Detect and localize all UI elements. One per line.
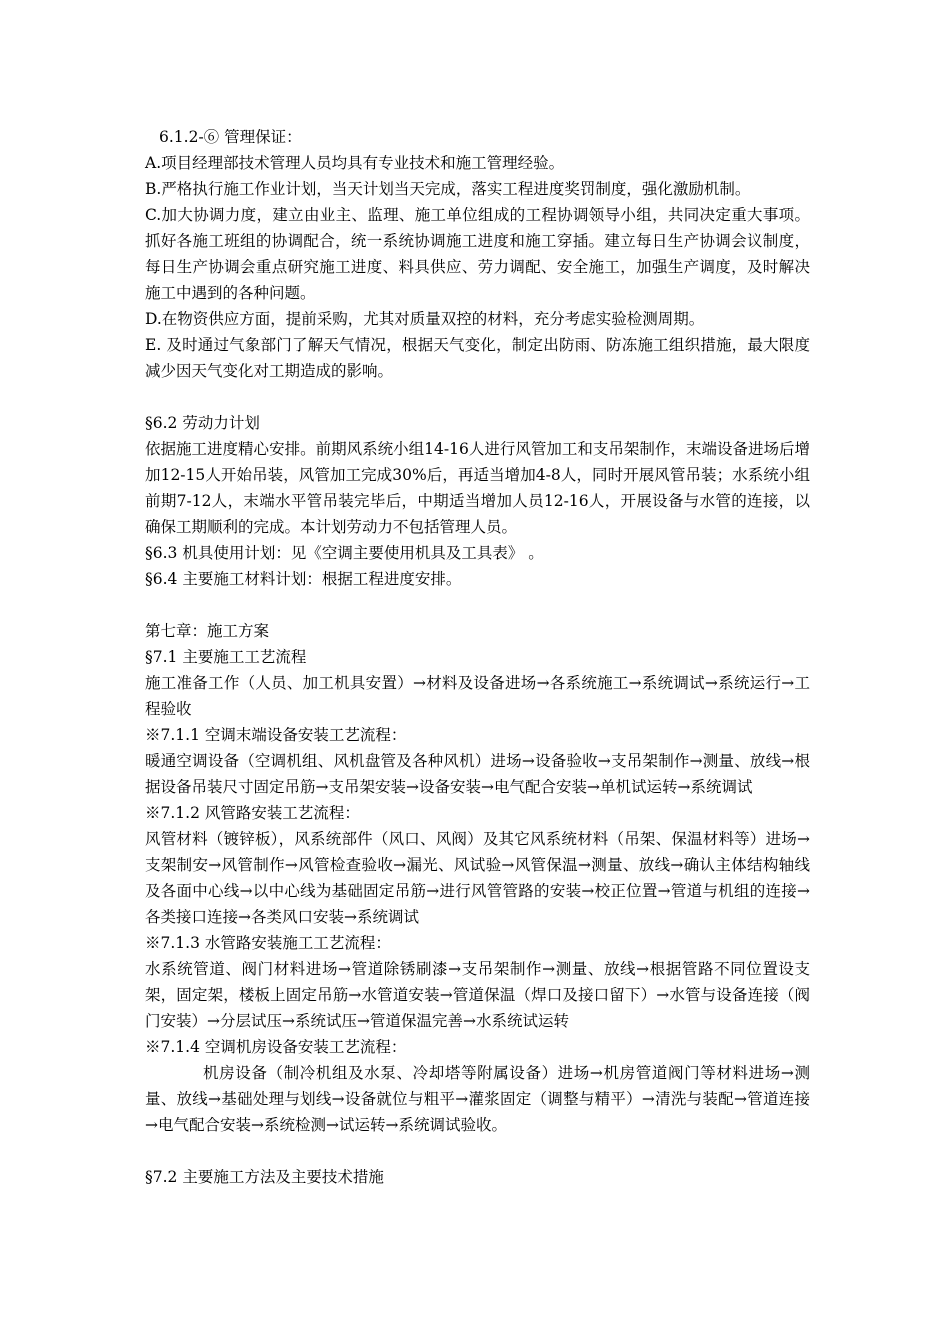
chapter-title: 第七章：施工方案	[145, 622, 270, 640]
heading-water-pipe: ※7.1.3 水管路安装施工工艺流程：	[145, 934, 391, 952]
heading-labor-plan: §6.2 劳动力计划	[145, 414, 260, 432]
heading-construction-methods: §7.2 主要施工方法及主要技术措施	[145, 1168, 384, 1186]
paragraph-process-flow: 施工准备工作（人员、加工机具安置）→材料及设备进场→各系统施工→系统调试→系统运行→工程验收	[145, 674, 810, 718]
paragraph-labor-plan: 依据施工进度精心安排。前期风系统小组14-16人进行风管加工和支吊架制作，末端设备进场后增加12-15人开始吊装，风管加工完成30%后，再适当增加4-8人，同时开展风管吊装；水系统小组前期7-12人，末端水平管吊装完毕后，中期适当增加人员12-16人，开展设备与水管的连接，以确保工期顺利的完成。本计划劳动力不包括管理人员。	[145, 440, 810, 536]
heading-process-flow: §7.1 主要施工工艺流程	[145, 648, 307, 666]
blank-line	[145, 1138, 810, 1164]
heading-equipment-plan: §6.3 机具使用计划：见《空调主要使用机具及工具表》 。	[145, 544, 544, 562]
heading-machine-room: ※7.1.4 空调机房设备安装工艺流程：	[145, 1038, 407, 1056]
heading-duct-installation: ※7.1.2 风管路安装工艺流程：	[145, 804, 360, 822]
paragraph-item-a: A.项目经理部技术管理人员均具有专业技术和施工管理经验。	[145, 154, 565, 172]
heading-material-plan: §6.4 主要施工材料计划：根据工程进度安排。	[145, 570, 462, 588]
paragraph-item-d: D.在物资供应方面，提前采购，尤其对质量双控的材料，充分考虑实验检测周期。	[145, 310, 705, 328]
paragraph-item-b: B.严格执行施工作业计划，当天计划当天完成，落实工程进度奖罚制度，强化激励机制。	[145, 180, 751, 198]
document-body	[145, 124, 810, 1190]
paragraph-terminal-equipment: 暖通空调设备（空调机组、风机盘管及各种风机）进场→设备验收→支吊架制作→测量、放线→根据设备吊装尺寸固定吊筋→支吊架安装→设备安装→电气配合安装→单机试运转→系统调试	[145, 752, 810, 796]
heading-management-guarantee: 6.1.2-⑥ 管理保证：	[159, 128, 302, 146]
paragraph-water-pipe: 水系统管道、阀门材料进场→管道除锈刷漆→支吊架制作→测量、放线→根据管路不同位置设支架，固定架，楼板上固定吊筋→水管道安装→管道保温（焊口及接口留下）→水管与设备连接（阀门安装）→分层试压→系统试压→管道保温完善→水系统试运转	[145, 960, 810, 1030]
heading-terminal-equipment: ※7.1.1 空调末端设备安装工艺流程：	[145, 726, 407, 744]
paragraph-duct-installation: 风管材料（镀锌板），风系统部件（风口、风阀）及其它风系统材料（吊架、保温材料等）进场→支架制安→风管制作→风管检查验收→漏光、风试验→风管保温→测量、放线→确认主体结构轴线及各面中心线→以中心线为基础固定吊筋→进行风管管路的安装→校正位置→管道与机组的连接→各类接口连接→各类风口安装→系统调试	[145, 830, 810, 926]
blank-line	[145, 592, 810, 618]
paragraph-item-c: C.加大协调力度，建立由业主、监理、施工单位组成的工程协调领导小组，共同决定重大事项。抓好各施工班组的协调配合，统一系统协调施工进度和施工穿插。建立每日生产协调会议制度，每日生产协调会重点研究施工进度、料具供应、劳力调配、安全施工，加强生产调度，及时解决施工中遇到的各种问题。	[145, 206, 810, 302]
paragraph-item-e: E. 及时通过气象部门了解天气情况，根据天气变化，制定出防雨、防冻施工组织措施，最大限度减少因天气变化对工期造成的影响。	[145, 336, 810, 380]
paragraph-machine-room: 机房设备（制冷机组及水泵、冷却塔等附属设备）进场→机房管道阀门等材料进场→测量、放线→基础处理与划线→设备就位与粗平→灌浆固定（调整与精平）→清洗与装配→管道连接→电气配合安装→系统检测→试运转→系统调试验收。	[145, 1064, 810, 1134]
blank-line	[145, 384, 810, 410]
